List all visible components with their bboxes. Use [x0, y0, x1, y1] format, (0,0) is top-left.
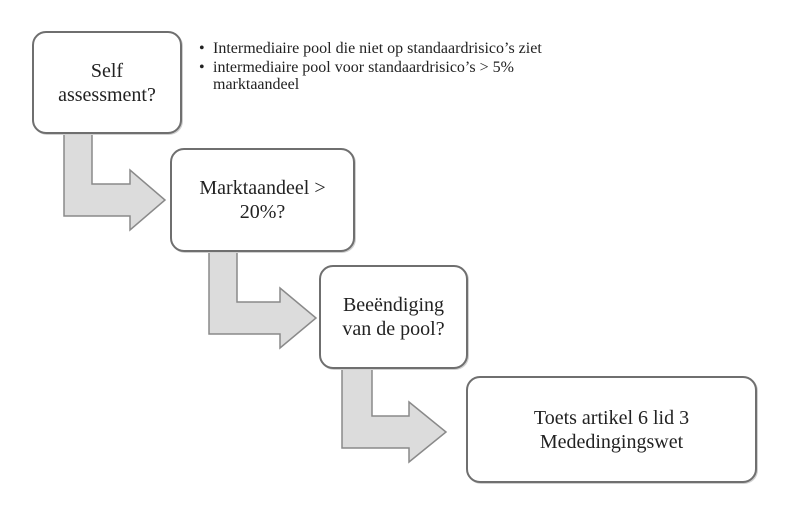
step-pool-termination — [319, 265, 468, 369]
connector-arrow-3 — [342, 369, 446, 462]
note-text: intermediaire pool voor standaardrisico’s > 5% marktaandeel — [213, 59, 514, 93]
note-item — [197, 40, 637, 57]
step-label: Toets artikel 6 lid 3 Mededingingswet — [533, 406, 690, 453]
note-item — [197, 59, 637, 93]
connector-arrow-2 — [209, 252, 316, 348]
step-label: Self assessment? — [58, 59, 156, 106]
step-self-assessment — [32, 31, 182, 134]
connector-arrow-1 — [64, 134, 165, 230]
bullet-icon: • — [199, 40, 205, 57]
step-test-article — [466, 376, 757, 483]
step-label: Marktaandeel > 20%? — [199, 177, 326, 223]
bullet-icon: • — [199, 59, 205, 76]
step-label: Beeëndiging van de pool? — [342, 294, 445, 340]
step-market-share — [170, 148, 355, 252]
note-text: Intermediaire pool die niet op standaardrisico’s ziet — [213, 40, 542, 57]
self-assessment-notes — [197, 40, 637, 95]
